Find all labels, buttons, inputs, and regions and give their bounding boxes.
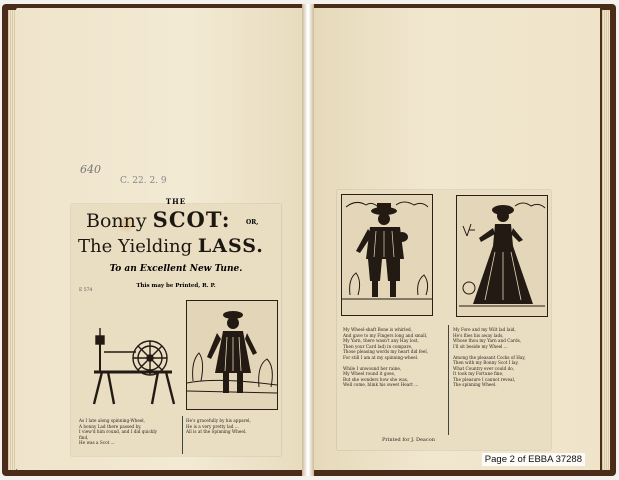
lady-woodcut [456, 195, 548, 317]
spinning-wheel-icon [86, 322, 180, 412]
verse-column-3: My Wheel-shaft Bone is whirled, And gave to my Fingers long and small, My Yarn, there wasn't any Hay lost, Then your Card lad) in compare, Those pleasing words my heart did feel, For still I am at my spinning-wheel. While I unwound her raine, My Wheel round it goes, But she wonders how she was, Well come, blink his sweet Heart ... [343, 327, 428, 387]
imprint-line: Printed for J. Deacon [382, 437, 435, 443]
shelfmark-note: 640 [80, 163, 101, 176]
page-edges-left [8, 10, 16, 470]
scot-man-woodcut [186, 300, 278, 410]
tune-line: To an Excellent New Tune. [109, 264, 243, 274]
verse-column-2: He's gracefully by his apparel, He is a very pretty lad ... All is at the Spinning Wheel. [186, 418, 251, 434]
verse-column-4: My Fore and my Wilt lad laid, He's flies his away lads, Whose thou my Yarn and Cards, I'll sit beside my Wheel ... Among the pleasant Cocks of Hay, Then with my Bonny Scot I lay, What Country ever could do, It took my Fortune fine, The pleasure I cannot reveal, The spinning Wheel. [453, 327, 526, 387]
title-the: THE [165, 197, 187, 206]
page-caption: Page 2 of EBBA 37288 [482, 453, 585, 466]
license-line: This may be Printed, R. P. [136, 283, 216, 289]
page-edges-right [602, 10, 610, 470]
book-gutter [302, 4, 314, 476]
column-divider-right [448, 325, 449, 435]
column-divider [182, 416, 183, 454]
title-line-1: Bonny SCOT: [86, 207, 231, 232]
title-line-2: The Yielding LASS. [78, 235, 264, 257]
man-figure-icon [187, 301, 277, 409]
title-or: OR, [246, 219, 259, 226]
library-stamp: E 574 [79, 288, 93, 293]
pencil-note: C. 22. 2. 9 [120, 176, 167, 186]
verse-column-1: As I late along spinning-Wheel, A bonny Lad there passed by, I view'd him round, and I did quickly find, He was a Scot ... [79, 418, 158, 445]
gentleman-woodcut [341, 194, 433, 316]
lady-figure-icon [457, 196, 547, 316]
spinning-wheel-woodcut [86, 322, 180, 412]
gentleman-figure-icon [342, 195, 432, 315]
